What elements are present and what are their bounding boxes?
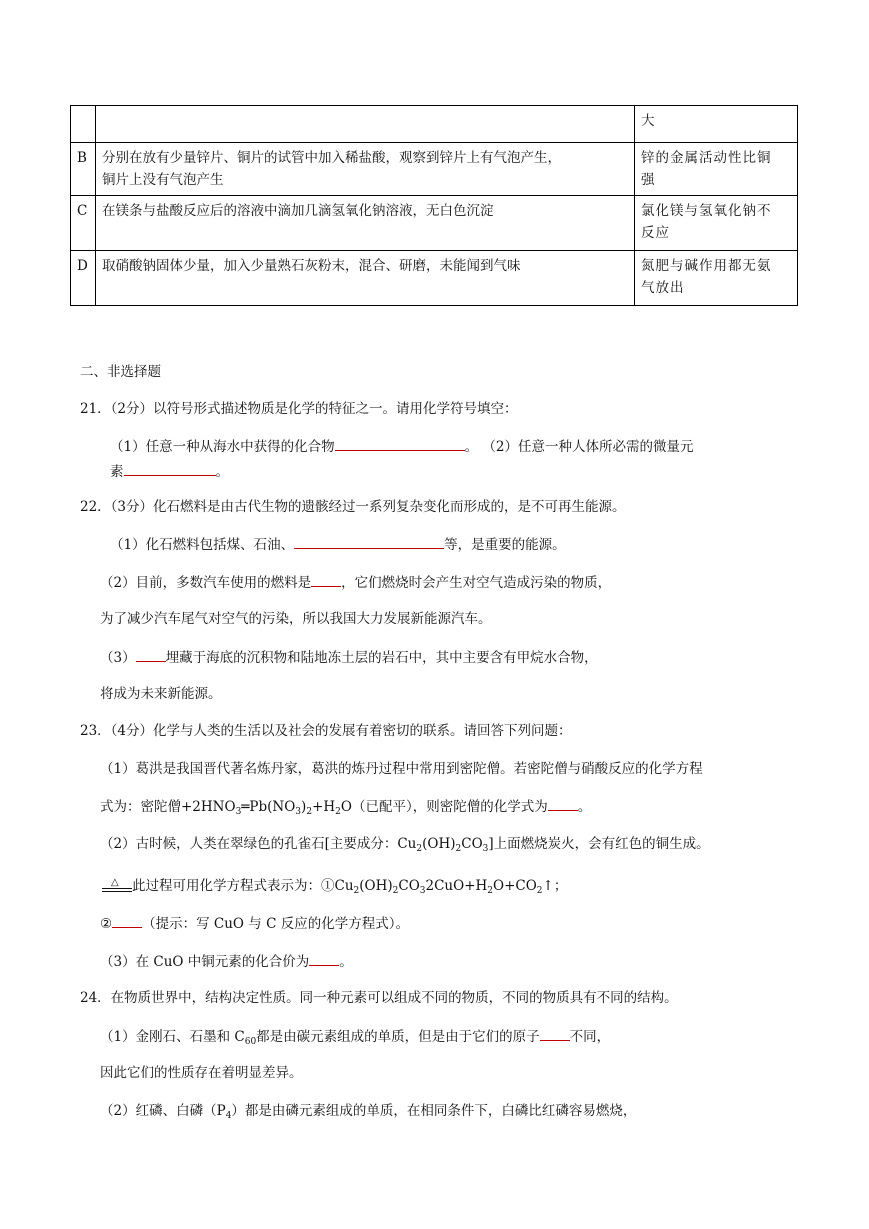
question-text: ，它们燃烧时会产生对空气造成污染的物质， [341, 575, 612, 591]
question-text: 式为：密陀僧+2HNO [100, 799, 236, 815]
experiment-cell: 取硝酸钠固体少量，加入少量熟石灰粉末，混合、研磨，未能闻到气味 [96, 251, 635, 306]
subscript: 3 [235, 807, 242, 817]
conclusion-text: 强 [641, 172, 656, 188]
question-22-part-1 [110, 534, 566, 555]
question-text: ) [301, 799, 307, 815]
question-24-stem: 24．在物质世界中，结构决定性质。同一种元素可以组成不同的物质，不同的物质具有不同的结构。 [80, 990, 678, 1006]
question-text: ↑； [542, 878, 568, 894]
conclusion-cell [635, 251, 798, 306]
table-row [71, 196, 798, 251]
question-text: （3） [100, 650, 136, 666]
conclusion-cell [635, 196, 798, 251]
question-text: （1）金刚石、石墨和 C [100, 1029, 245, 1045]
question-text: （2）古时候，人类在翠绿色的孔雀石[主要成分：Cu [100, 836, 417, 852]
subscript: 2 [487, 886, 494, 896]
experiment-text: 铜片上没有气泡产生 [102, 172, 224, 188]
question-text: ）都是由磷元素组成的单质，在相同条件下，白磷比红磷容易燃烧， [231, 1103, 637, 1119]
question-text: CO [398, 878, 420, 894]
subscript: 2 [416, 844, 423, 854]
question-23-part-2-cont [100, 913, 409, 934]
answer-blank[interactable] [540, 1026, 570, 1041]
experiment-cell: 在镁条与盐酸反应后的溶液中滴加几滴氢氧化钠溶液，无白色沉淀 [96, 196, 635, 251]
question-text: (OH) [359, 878, 393, 894]
option-letter: C [71, 196, 96, 251]
answer-blank[interactable] [335, 436, 465, 451]
question-text: 埋藏于海底的沉积物和陆地冻土层的岩石中，其中主要含有甲烷水合物， [165, 650, 598, 666]
question-text: （3）在 CuO 中铜元素的化合价为 [100, 954, 310, 970]
subscript: 2 [536, 886, 543, 896]
question-23-stem: 23．（4分）化学与人类的生活以及社会的发展有着密切的联系。请回答下列问题： [80, 723, 572, 739]
subscript: 2 [392, 886, 399, 896]
question-22-part-2 [100, 572, 611, 593]
question-21-part-1-cont [110, 461, 229, 482]
conclusion-cell: 大 [635, 106, 798, 143]
answer-blank[interactable] [294, 534, 444, 549]
question-text: （2）目前，多数汽车使用的燃料是 [100, 575, 312, 591]
question-24-part-1 [100, 1026, 610, 1052]
question-text: ═Pb(NO [241, 799, 296, 815]
answer-blank[interactable] [136, 647, 166, 662]
question-21-stem: 21．（2分）以符号形式描述物质是化学的特征之一。请用化学符号填空： [80, 401, 518, 417]
question-text: 。 [577, 799, 592, 815]
conclusion-text: 氮肥与碱作用都无氨 [641, 258, 772, 274]
question-23-part-1: （1）葛洪是我国晋代著名炼丹家，葛洪的炼丹过程中常用到密陀僧。若密陀僧与硝酸反应的化学方程 [100, 761, 703, 777]
answer-blank[interactable] [124, 461, 216, 476]
question-text: 此过程可用化学方程式表示为：①Cu [132, 878, 354, 894]
question-text: 等，是重要的能源。 [444, 537, 566, 553]
experiment-cell [96, 106, 635, 143]
option-letter: B [71, 143, 96, 196]
question-text: （2）红磷、白磷（P [100, 1103, 226, 1119]
question-22-part-2-cont: 为了减少汽车尾气对空气的污染，所以我国大力发展新能源汽车。 [100, 611, 492, 627]
subscript: 2 [455, 844, 462, 854]
question-text: ② [100, 916, 113, 932]
answer-blank[interactable] [311, 572, 341, 587]
question-24-part-2 [100, 1101, 636, 1126]
subscript: 2 [306, 807, 313, 817]
question-text: (OH) [422, 836, 456, 852]
question-23-part-2-equation [102, 876, 567, 901]
question-text: 不同， [569, 1029, 611, 1045]
question-text: +H [312, 799, 336, 815]
question-text: 。 [215, 464, 229, 480]
experiment-cell [96, 143, 635, 196]
question-text: ]上面燃烧炭火，会有红色的铜生成。 [488, 836, 710, 852]
subscript: 4 [225, 1111, 232, 1121]
question-text: O（已配平），则密陀僧的化学式为 [340, 799, 548, 815]
question-text: （1）化石燃料包括煤、石油、 [110, 537, 295, 553]
subscript: 60 [244, 1037, 257, 1047]
question-22-part-3-cont: 将成为未来新能源。 [100, 686, 222, 702]
question-text: CO [461, 836, 483, 852]
option-letter: D [71, 251, 96, 306]
question-text: 2CuO+H [425, 878, 488, 894]
question-23-part-1-cont [100, 796, 591, 822]
question-21-part-1 [110, 436, 693, 457]
answer-blank[interactable] [309, 951, 339, 966]
options-table [70, 105, 798, 306]
subscript: 2 [353, 886, 360, 896]
question-22-stem: 22．（3分）化石燃料是由古代生物的遗骸经过一系列复杂变化而形成的，是不可再生能源。 [80, 499, 626, 515]
question-text: （提示：写 CuO 与 C 反应的化学方程式）。 [142, 916, 409, 932]
conclusion-text: 反应 [641, 225, 670, 241]
subscript: 2 [335, 807, 341, 817]
question-24-part-1-cont: 因此它们的性质存在着明显差异。 [100, 1065, 303, 1081]
heat-triangle-icon: △ [111, 877, 119, 888]
option-letter [71, 106, 96, 143]
question-text: O+CO [493, 878, 537, 894]
question-23-part-3 [100, 951, 353, 972]
experiment-text: 分别在放有少量锌片、铜片的试管中加入稀盐酸，观察到锌片上有气泡产生， [102, 150, 561, 166]
question-text: 都是由碳元素组成的单质，但是由于它们的原子 [256, 1029, 540, 1045]
conclusion-text: 锌的金属活动性比铜 [641, 150, 772, 166]
question-text: 。 [339, 954, 353, 970]
question-text: （1）任意一种从海水中获得的化合物 [110, 439, 335, 455]
table-row [71, 106, 798, 143]
answer-blank[interactable] [112, 913, 142, 928]
question-22-part-3 [100, 647, 598, 668]
conclusion-text: 气放出 [641, 280, 685, 296]
heating-symbol [102, 878, 132, 892]
subscript: 3 [295, 807, 302, 817]
subscript: 3 [419, 886, 426, 896]
question-text: 素 [110, 464, 124, 480]
question-text: 。 （2）任意一种人体所必需的微量元 [464, 439, 694, 455]
question-23-part-2 [100, 834, 710, 859]
table-row [71, 143, 798, 196]
subscript: 3 [482, 844, 489, 854]
conclusion-cell [635, 143, 798, 196]
section-title: 二、非选择题 [80, 364, 161, 380]
conclusion-text: 氯化镁与氢氧化钠不 [641, 203, 772, 219]
table-row [71, 251, 798, 306]
answer-blank[interactable] [548, 796, 578, 811]
